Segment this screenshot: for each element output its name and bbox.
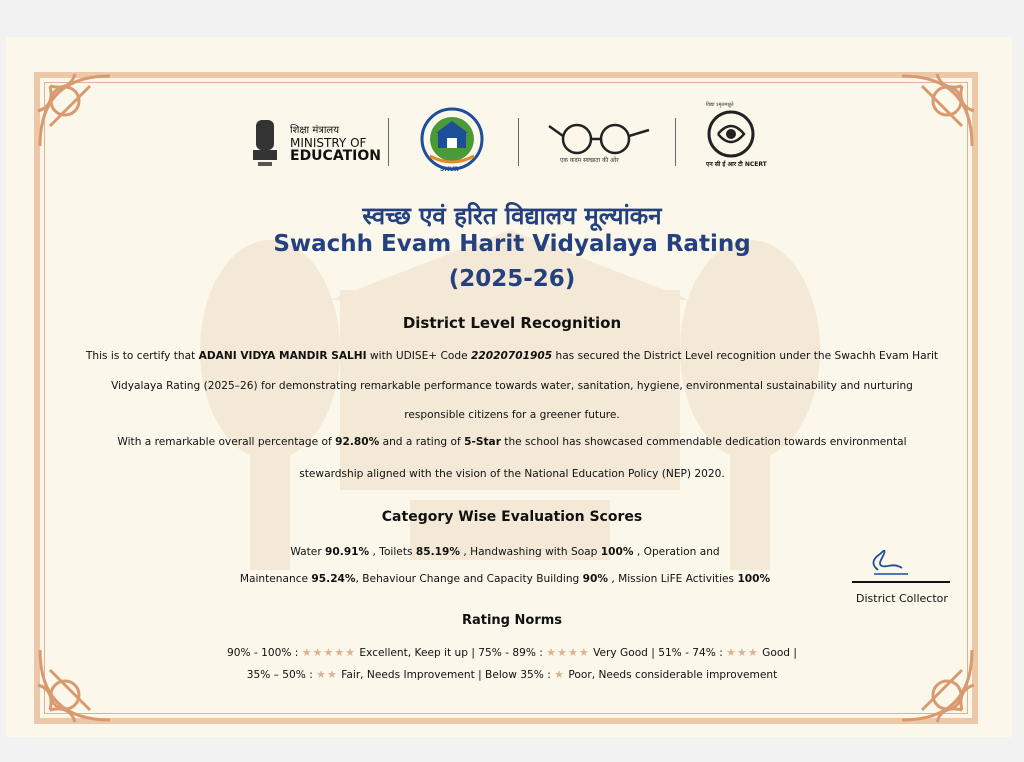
toilets-score: 85.19% <box>415 546 460 558</box>
title-english: Swachh Evam Harit Vidyalaya Rating <box>273 231 751 257</box>
text: Fair, Needs Improvement | Below 35% : <box>337 669 555 681</box>
text: 35% – 50% : <box>246 669 317 681</box>
star-icon: ★★ <box>316 668 338 681</box>
text: Very Good | 51% - 74% : <box>589 647 727 659</box>
maintenance-score: 95.24% <box>311 573 356 585</box>
text: , Behaviour Change and Capacity Building <box>355 573 583 585</box>
swachh-tagline: एक कदम स्वच्छता की ओर <box>560 157 619 164</box>
norms-line-2 <box>0 668 1024 681</box>
signature-line <box>852 581 950 583</box>
text: , Mission LiFE Activities <box>608 573 738 585</box>
signature-icon <box>858 542 918 578</box>
text: , Handwashing with Soap <box>460 546 601 558</box>
title-year: (2025-26) <box>448 266 576 292</box>
body-line-1 <box>0 350 1024 362</box>
district-collector-label: District Collector <box>856 592 948 605</box>
text: This is to certify that <box>85 350 199 362</box>
body-line-4 <box>0 436 1024 448</box>
text: the school has showcased commendable dedication towards environmental <box>500 436 907 448</box>
text: and a rating of <box>379 436 465 448</box>
corner-ornament-icon <box>892 66 982 156</box>
title-hindi: स्वच्छ एवं हरित विद्यालय मूल्यांकन <box>362 202 662 230</box>
text: Water <box>290 546 326 558</box>
text: Maintenance <box>239 573 312 585</box>
swachh-bharat-glasses-icon <box>545 122 653 156</box>
star-icon: ★ <box>554 668 566 681</box>
recognition-heading: District Level Recognition <box>402 314 622 332</box>
star-icon: ★★★★ <box>546 646 590 659</box>
water-score: 90.91% <box>325 546 370 558</box>
logo-divider <box>675 118 676 166</box>
corner-ornament-icon <box>30 66 120 156</box>
star-rating: 5-Star <box>464 436 501 448</box>
text: With a remarkable overall percentage of <box>117 436 336 448</box>
text: Poor, Needs considerable improvement <box>565 669 778 681</box>
scores-line-2 <box>200 573 810 585</box>
rating-norms-heading: Rating Norms <box>461 613 563 628</box>
text: 90% - 100% : <box>227 647 299 659</box>
national-emblem-icon <box>250 116 280 172</box>
scores-heading: Category Wise Evaluation Scores <box>381 509 643 525</box>
ncert-motto: विद्या ऽमृतमश्नुते <box>706 102 734 108</box>
overall-percentage: 92.80% <box>335 436 380 448</box>
body-line-2: Vidyalaya Rating (2025–26) for demonstrating remarkable performance towards water, sanitation, hygiene, environmental sustainability and nurturing <box>111 380 913 392</box>
norms-line-1 <box>0 646 1024 659</box>
text: Excellent, Keep it up | 75% - 89% : <box>356 647 547 659</box>
mission-life-score: 100% <box>737 573 771 585</box>
logo-divider <box>388 118 389 166</box>
udise-code: 22020701905 <box>471 350 553 362</box>
star-icon: ★★★ <box>726 646 759 659</box>
text: Good | <box>758 647 797 659</box>
school-name: ADANI VIDYA MANDIR SALHI <box>198 350 367 362</box>
text: , Toilets <box>369 546 416 558</box>
logo-divider <box>518 118 519 166</box>
moe-line1: MINISTRY OF <box>290 135 367 150</box>
moe-line2: EDUCATION <box>290 148 381 165</box>
body-line-3: responsible citizens for a greener future. <box>404 409 620 421</box>
scores-line-1 <box>200 546 810 558</box>
behaviour-change-score: 90% <box>582 573 608 585</box>
handwashing-score: 100% <box>600 546 634 558</box>
star-icon: ★★★★★ <box>301 646 357 659</box>
text: has secured the District Level recognition under the Swachh Evam Harit <box>552 350 939 362</box>
shvr-label: SHVR <box>440 166 459 173</box>
ncert-label: एन सी ई आर टी NCERT <box>706 161 767 168</box>
text: , Operation and <box>633 546 720 558</box>
moe-hindi: शिक्षा मंत्रालय <box>290 125 339 136</box>
body-line-5: stewardship aligned with the vision of the National Education Policy (NEP) 2020. <box>299 468 725 480</box>
ministry-of-education-logo <box>290 126 381 164</box>
text: with UDISE+ Code <box>366 350 472 362</box>
